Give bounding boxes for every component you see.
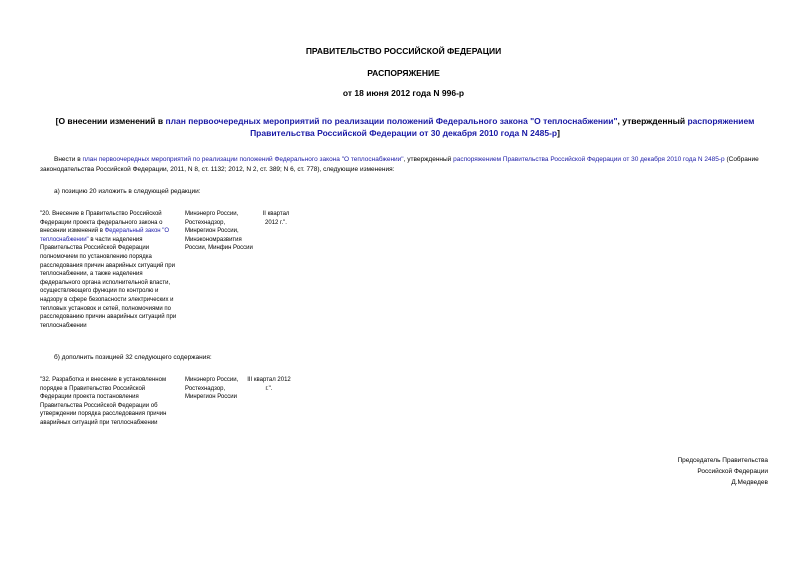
row20-description	[40, 210, 178, 330]
signature-position: Председатель Правительства	[677, 457, 768, 464]
intro-text-1: Внести в	[54, 156, 83, 163]
row32-deadline: III квартал 2012 г.".	[247, 377, 291, 392]
title-link-plan[interactable]: план первоочередных мероприятий по реализации положений Федерального закона "О теплоснабжении"	[165, 116, 618, 126]
title-text-middle: , утвержденный	[617, 116, 688, 126]
table-row-20	[40, 210, 300, 350]
item-a: а) позицию 20 изложить в следующей редакции:	[54, 188, 201, 195]
government-heading: ПРАВИТЕЛЬСТВО РОССИЙСКОЙ ФЕДЕРАЦИИ	[305, 46, 502, 56]
row20-text-after: в части наделения Правительства Российской Федерации полномочием по установлению порядка расследования причин аварийных ситуаций при теплоснабжении, а также наделения федерального органа исполнительной власти, осуществляющего функции по контролю и надзору в сфере безопасности электрических и тепловых установок и сетей, полномочиями по расследованию причин аварийных ситуаций при теплоснабжении	[40, 236, 177, 329]
signature-block	[570, 455, 768, 488]
row32-agencies: Минэнерго России, Ростехнадзор, Минрегион России	[185, 377, 239, 401]
title-text-close: ]	[557, 128, 560, 138]
row20-law-link[interactable]: Федеральный закон "О теплоснабжении"	[40, 228, 170, 243]
intro-text-3: (Собрание законодательства Российской Федерации, 2011, N 8, ст. 1132; 2012, N 2, ст. 389; N 6, ст. 778), следующие изменения:	[40, 156, 759, 173]
document-type: РАСПОРЯЖЕНИЕ	[367, 68, 440, 78]
document-title	[40, 115, 770, 139]
intro-link-order[interactable]: распоряжением Правительства Российской Федерации от 30 декабря 2010 года N 2485-р	[453, 156, 725, 163]
intro-text-2: , утвержденный	[403, 156, 454, 163]
row20-deadline: II квартал 2012 г.".	[262, 211, 290, 226]
table-row-32	[40, 376, 300, 438]
title-text-open: [О внесении изменений в	[55, 116, 166, 126]
title-link-order[interactable]: распоряжением Правительства Российской Федерации от 30 декабря 2010 года N 2485-р	[250, 116, 755, 138]
document-date-number: от 18 июня 2012 года N 996-р	[342, 88, 465, 98]
signature-name: Д.Медведев	[731, 479, 768, 486]
signature-country: Российской Федерации	[697, 468, 768, 475]
row20-agencies: Минэнерго России, Ростехнадзор, Минрегион России, Минэкономразвития России, Минфин России	[185, 211, 253, 252]
intro-paragraph	[40, 155, 770, 175]
row20-text-before: "20. Внесение в Правительство Российской Федерации проекта федерального закона о внесении изменений в	[40, 211, 163, 235]
row32-description: "32. Разработка и внесение в установленном порядке в Правительство Российской Федерации проекта постановления Правительства Российской Федерации об утверждении порядка расследования причин аварийных ситуаций при теплоснабжении	[40, 377, 167, 426]
intro-link-plan[interactable]: план первоочередных мероприятий по реализации положений Федерального закона "О теплоснабжении"	[82, 156, 404, 163]
item-b: б) дополнить позицией 32 следующего содержания:	[54, 354, 212, 361]
